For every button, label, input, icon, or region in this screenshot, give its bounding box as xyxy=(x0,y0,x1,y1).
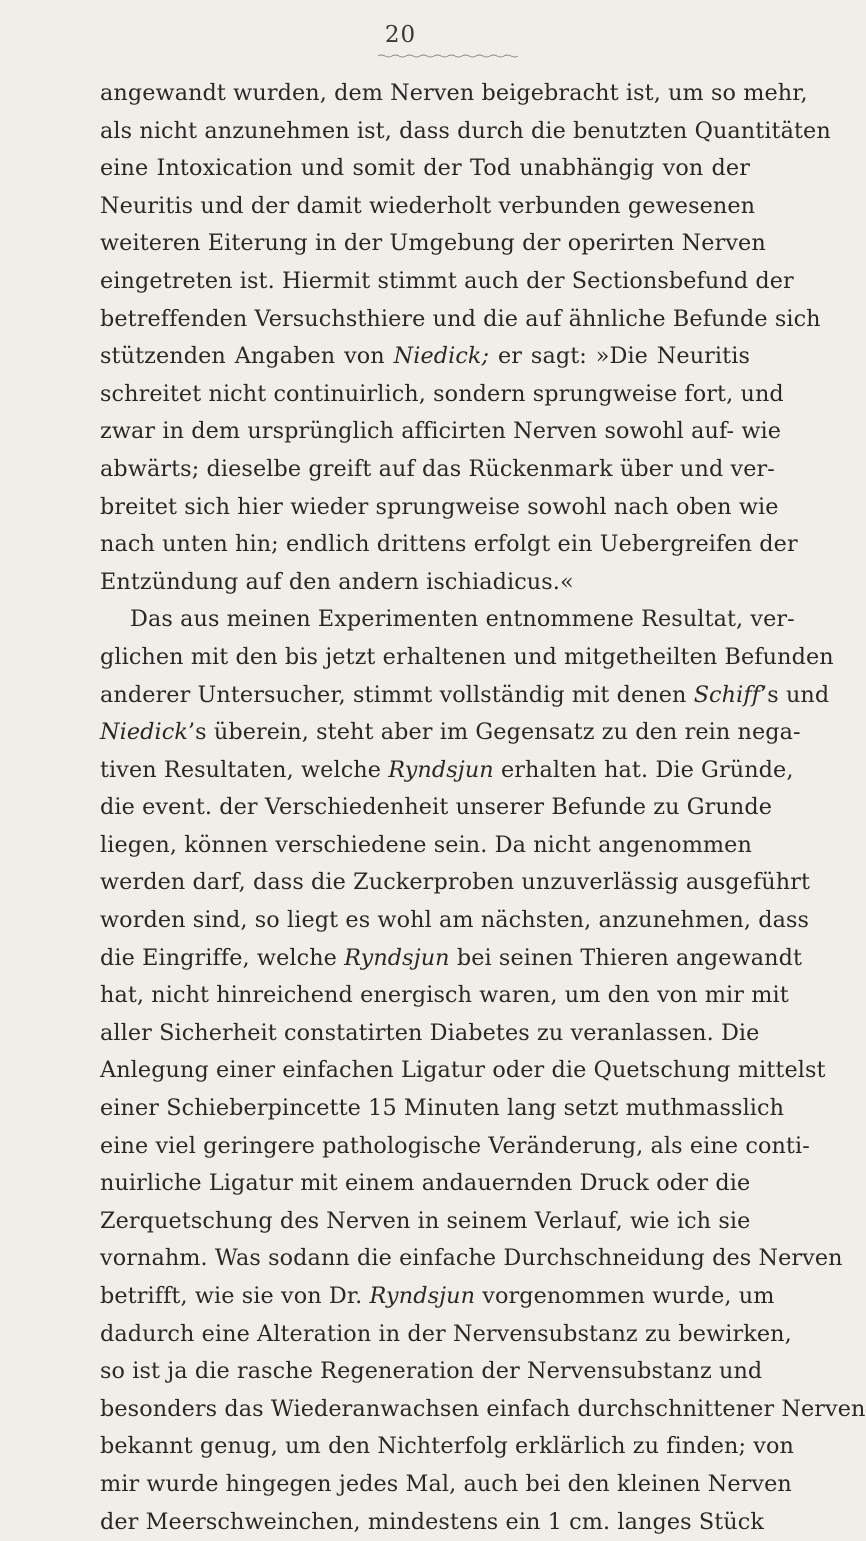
text-segment: ’s überein, steht aber im Gegensatz zu den rein nega- xyxy=(187,719,801,746)
text-line: liegen, können verschiedene sein. Da nicht angenommen xyxy=(100,831,752,858)
text-segment: tiven Resultaten, welche xyxy=(100,756,389,783)
text-line: eine Intoxication und somit der Tod unabhängig von der xyxy=(100,155,750,182)
text-line: angewandt wurden, dem Nerven beigebracht ist, um so mehr, xyxy=(100,80,808,106)
page-number: 20 xyxy=(384,22,417,48)
text-segment: bei seinen Thieren angewandt xyxy=(449,944,803,971)
text-line xyxy=(100,677,830,715)
text-line: Neuritis und der damit wiederholt verbunden gewesenen xyxy=(100,192,756,219)
text-line: eingetreten ist. Hiermit stimmt auch der Sectionsbefund der xyxy=(100,267,794,294)
text-line: schreitet nicht continuirlich, sondern sprungweise fort, und xyxy=(100,380,784,407)
text-line: einer Schieberpincette 15 Minuten lang setzt muthmasslich xyxy=(100,1095,785,1122)
author-name-italic: Ryndsjun xyxy=(369,1283,476,1309)
author-name-italic: Ryndsjun xyxy=(388,756,494,783)
author-name-italic: Niedick xyxy=(100,719,188,746)
text-line xyxy=(100,752,794,790)
text-segment: stützenden Angaben von xyxy=(100,343,394,370)
text-line xyxy=(100,1278,775,1316)
author-name-italic: Schiff xyxy=(693,681,761,708)
author-name-italic: Ryndsjun xyxy=(344,944,450,971)
text-segment: ’s und xyxy=(760,681,830,708)
text-line: Zerquetschung des Nerven in seinem Verlauf, wie ich sie xyxy=(100,1207,751,1234)
text-line: als nicht anzunehmen ist, dass durch die benutzten Quantitäten xyxy=(100,117,831,144)
text-line: der Meerschweinchen, mindestens ein 1 cm. langes Stück xyxy=(100,1508,764,1535)
page-number-ornament xyxy=(378,54,518,58)
body-text xyxy=(100,75,866,1541)
text-line: Anlegung einer einfachen Ligatur oder die Quetschung mittelst xyxy=(100,1057,826,1084)
text-line: so ist ja die rasche Regeneration der Nervensubstanz und xyxy=(100,1358,763,1385)
text-line: Das aus meinen Experimenten entnommene Resultat, ver- xyxy=(130,606,795,633)
text-line: betreffenden Versuchsthiere und die auf ähnliche Befunde sich xyxy=(100,305,821,332)
text-segment: er sagt: »Die Neuritis xyxy=(489,343,750,370)
text-line xyxy=(100,714,801,752)
text-line: werden darf, dass die Zuckerproben unzuverlässig ausgeführt xyxy=(100,869,811,896)
text-segment: die Eingriffe, welche xyxy=(100,944,345,971)
text-line: bekannt genug, um den Nichterfolg erklärlich zu finden; von xyxy=(100,1433,794,1460)
text-line: breitet sich hier wieder sprungweise sowohl nach oben wie xyxy=(100,493,779,520)
text-line: Entzündung auf den andern ischiadicus.« xyxy=(100,568,574,595)
text-line: glichen mit den bis jetzt erhaltenen und mitgetheilten Befunden xyxy=(100,643,834,670)
text-line: worden sind, so liegt es wohl am nächsten, anzunehmen, dass xyxy=(100,907,810,934)
text-line: eine viel geringere pathologische Veränderung, als eine conti- xyxy=(100,1132,810,1159)
text-line: mir wurde hingegen jedes Mal, auch bei den kleinen Nerven xyxy=(100,1470,792,1497)
text-line: weiteren Eiterung in der Umgebung der operirten Nerven xyxy=(100,230,766,257)
text-segment: vorgenommen wurde, um xyxy=(475,1283,775,1309)
text-line: nuirliche Ligatur mit einem andauernden Druck oder die xyxy=(100,1170,751,1197)
text-line: nach unten hin; endlich drittens erfolgt ein Uebergreifen der xyxy=(100,531,798,558)
text-segment: erhalten hat. Die Gründe, xyxy=(493,756,794,783)
text-segment: anderer Untersucher, stimmt vollständig mit denen xyxy=(100,681,694,708)
text-line: die event. der Verschiedenheit unserer Befunde zu Grunde xyxy=(100,794,772,821)
text-segment: betrifft, wie sie von Dr. xyxy=(100,1283,370,1309)
text-line: aller Sicherheit constatirten Diabetes zu veranlassen. Die xyxy=(100,1019,760,1046)
text-line: hat, nicht hinreichend energisch waren, um den von mir mit xyxy=(100,982,789,1009)
text-line: dadurch eine Alteration in der Nervensubstanz zu bewirken, xyxy=(100,1320,792,1347)
text-line xyxy=(100,940,803,978)
text-line xyxy=(100,338,750,376)
text-line: zwar in dem ursprünglich afficirten Nerven sowohl auf- wie xyxy=(100,418,782,445)
author-name-italic: Niedick; xyxy=(393,343,490,370)
text-line: vornahm. Was sodann die einfache Durchschneidung des Nerven xyxy=(100,1245,843,1272)
text-line: besonders das Wiederanwachsen einfach durchschnittener Nerven xyxy=(100,1395,866,1422)
text-line: abwärts; dieselbe greift auf das Rückenmark über und ver- xyxy=(100,455,775,482)
